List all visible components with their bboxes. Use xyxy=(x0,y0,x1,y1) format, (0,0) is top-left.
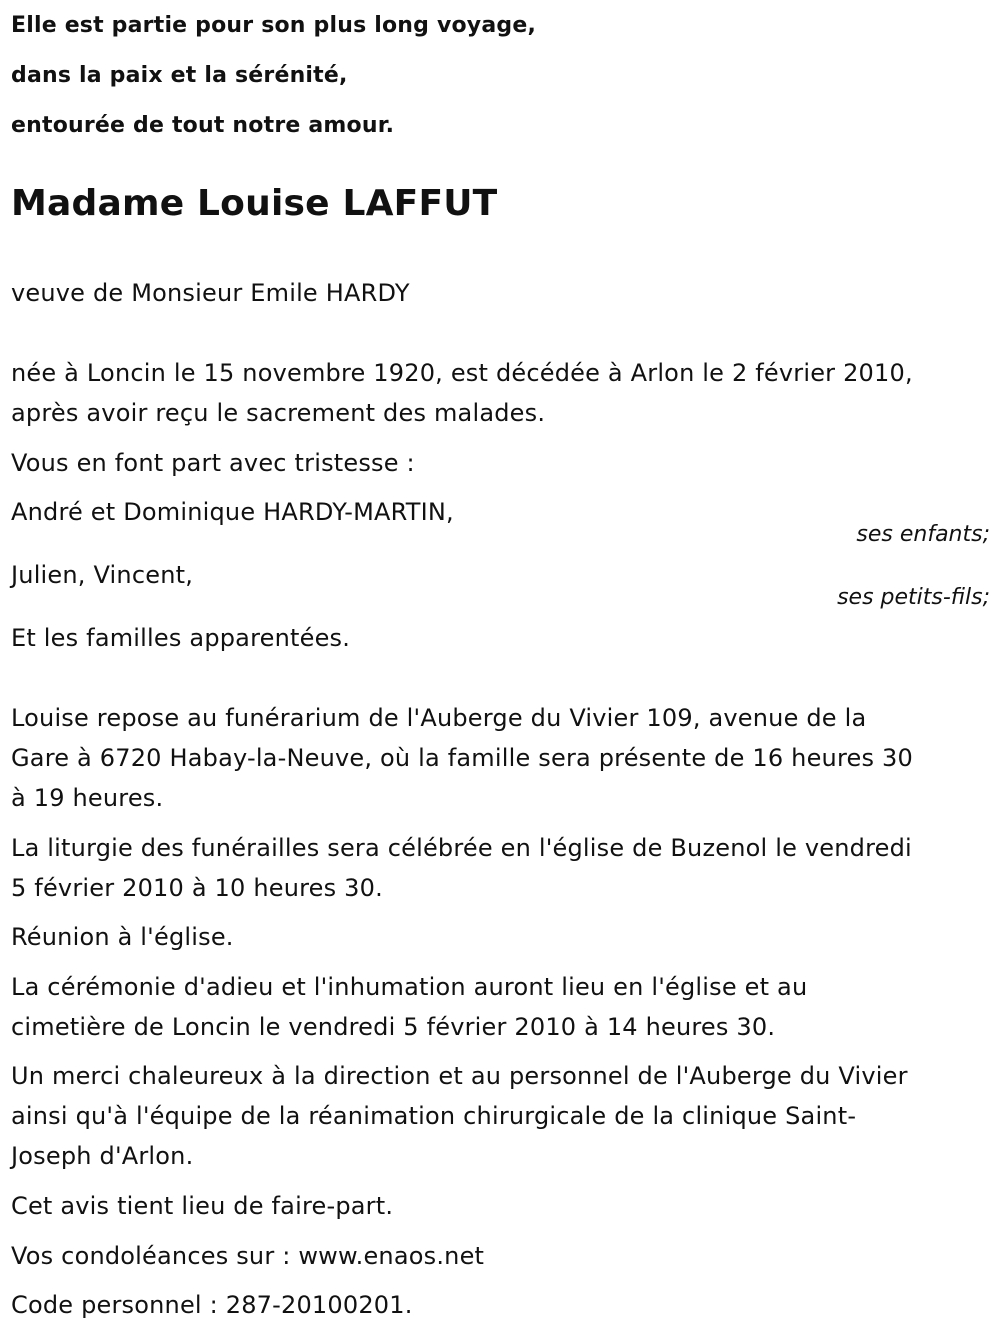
birth-death-line-2: après avoir reçu le sacrement des malades. xyxy=(11,399,546,427)
condolences-line: Vos condoléances sur : www.enaos.net xyxy=(11,1242,485,1270)
thanks-line-3: Joseph d'Arlon. xyxy=(11,1142,194,1170)
verse-line-2: dans la paix et la sérénité, xyxy=(11,63,348,88)
thanks-line-1: Un merci chaleureux à la direction et au personnel de l'Auberge du Vivier xyxy=(11,1062,908,1090)
children-role: ses enfants; xyxy=(856,522,990,547)
verse-line-3: entourée de tout notre amour. xyxy=(11,113,395,138)
notice-line: Cet avis tient lieu de faire-part. xyxy=(11,1192,394,1220)
announcement-intro: Vous en font part avec tristesse : xyxy=(11,449,415,477)
liturgy-line-2: 5 février 2010 à 10 heures 30. xyxy=(11,874,383,902)
rest-line-3: à 19 heures. xyxy=(11,784,164,812)
families-line: Et les familles apparentées. xyxy=(11,624,351,652)
ceremony-line-1: La cérémonie d'adieu et l'inhumation auront lieu en l'église et au xyxy=(11,973,808,1001)
meeting-line: Réunion à l'église. xyxy=(11,923,234,951)
spouse-line: veuve de Monsieur Emile HARDY xyxy=(11,279,410,307)
rest-line-2: Gare à 6720 Habay-la-Neuve, où la famille sera présente de 16 heures 30 xyxy=(11,744,913,772)
grandsons-role: ses petits-fils; xyxy=(837,585,990,610)
children-names: André et Dominique HARDY-MARTIN, xyxy=(11,498,454,526)
birth-death-line-1: née à Loncin le 15 novembre 1920, est décédée à Arlon le 2 février 2010, xyxy=(11,359,913,387)
personal-code-line: Code personnel : 287-20100201. xyxy=(11,1291,413,1319)
ceremony-line-2: cimetière de Loncin le vendredi 5 février 2010 à 14 heures 30. xyxy=(11,1013,776,1041)
deceased-name: Madame Louise LAFFUT xyxy=(11,183,498,224)
grandsons-names: Julien, Vincent, xyxy=(11,561,194,589)
liturgy-line-1: La liturgie des funérailles sera célébrée en l'église de Buzenol le vendredi xyxy=(11,834,912,862)
thanks-line-2: ainsi qu'à l'équipe de la réanimation chirurgicale de la clinique Saint- xyxy=(11,1102,857,1130)
rest-line-1: Louise repose au funérarium de l'Auberge du Vivier 109, avenue de la xyxy=(11,704,867,732)
verse-line-1: Elle est partie pour son plus long voyage, xyxy=(11,13,537,38)
